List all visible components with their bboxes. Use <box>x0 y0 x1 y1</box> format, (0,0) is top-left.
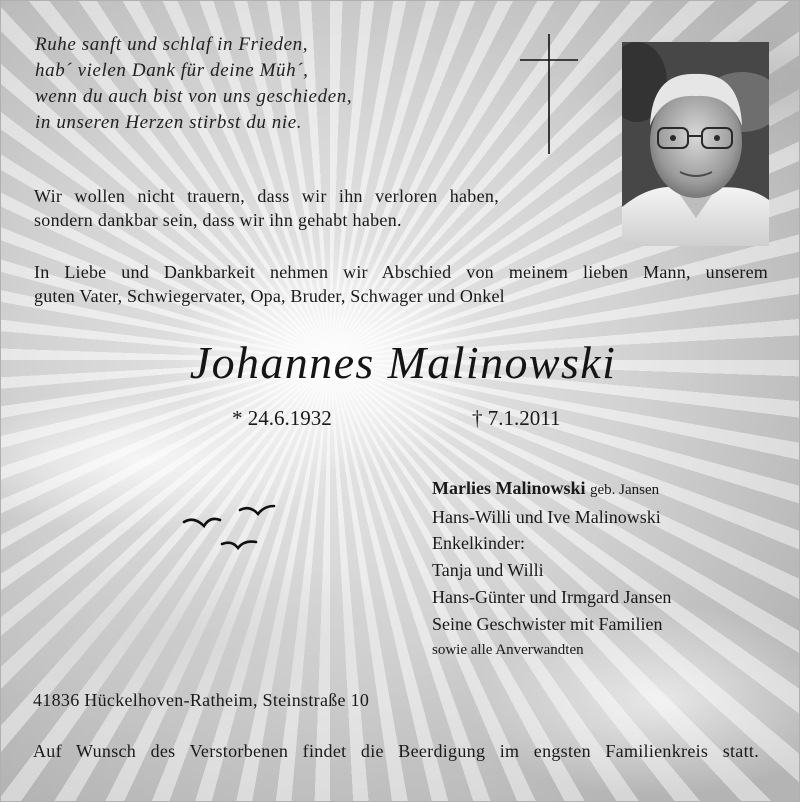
mourner-line-7: sowie alle Anverwandten <box>432 642 584 659</box>
portrait-photo <box>622 42 769 246</box>
mourner-line-5: Hans-Günter und Irmgard Jansen <box>432 586 672 607</box>
deceased-name: Johannes Malinowski <box>189 337 617 388</box>
spouse-maiden-name: geb. Jansen <box>590 482 660 498</box>
quote-line-2: sondern dankbar sein, dass wir ihn gehabt haben. <box>34 210 402 230</box>
quote-block <box>34 184 499 232</box>
verse-line-4: in unseren Herzen stirbst du nie. <box>35 112 303 133</box>
mourner-line-4: Tanja und Willi <box>432 560 544 581</box>
birds-icon <box>180 502 280 560</box>
mourner-spouse <box>432 475 671 504</box>
mourner-line-2: Hans-Willi und Ive Malinowski <box>432 506 661 527</box>
address-line: 41836 Hückelhoven-Ratheim, Steinstraße 10 <box>33 690 370 710</box>
portrait-figure <box>622 42 769 246</box>
closing-note: Auf Wunsch des Verstorbenen findet die Beerdigung im engsten Familienkreis statt. <box>33 741 759 761</box>
mourner-line-3: Enkelkinder: <box>432 533 525 554</box>
farewell-intro <box>34 260 768 308</box>
intro-line-1: In Liebe und Dankbarkeit nehmen wir Abschied von meinem lieben Mann, unserem <box>34 262 768 282</box>
birth-date: * 24.6.1932 <box>232 406 332 430</box>
verse-line-2: hab´ vielen Dank für deine Müh´, <box>35 60 309 81</box>
verse-line-3: wenn du auch bist von uns geschieden, <box>35 86 353 107</box>
intro-line-2: guten Vater, Schwiegervater, Opa, Bruder, Schwager und Onkel <box>34 286 505 306</box>
memorial-verse <box>35 32 352 136</box>
spouse-name: Marlies Malinowski <box>432 478 586 498</box>
death-date: † 7.1.2011 <box>472 406 561 430</box>
verse-line-1: Ruhe sanft und schlaf in Frieden, <box>35 34 309 55</box>
mourners-list <box>432 475 671 660</box>
cross-icon <box>520 34 578 154</box>
quote-line-1: Wir wollen nicht trauern, dass wir ihn verloren haben, <box>34 186 499 206</box>
mourner-line-6: Seine Geschwister mit Familien <box>432 613 663 634</box>
